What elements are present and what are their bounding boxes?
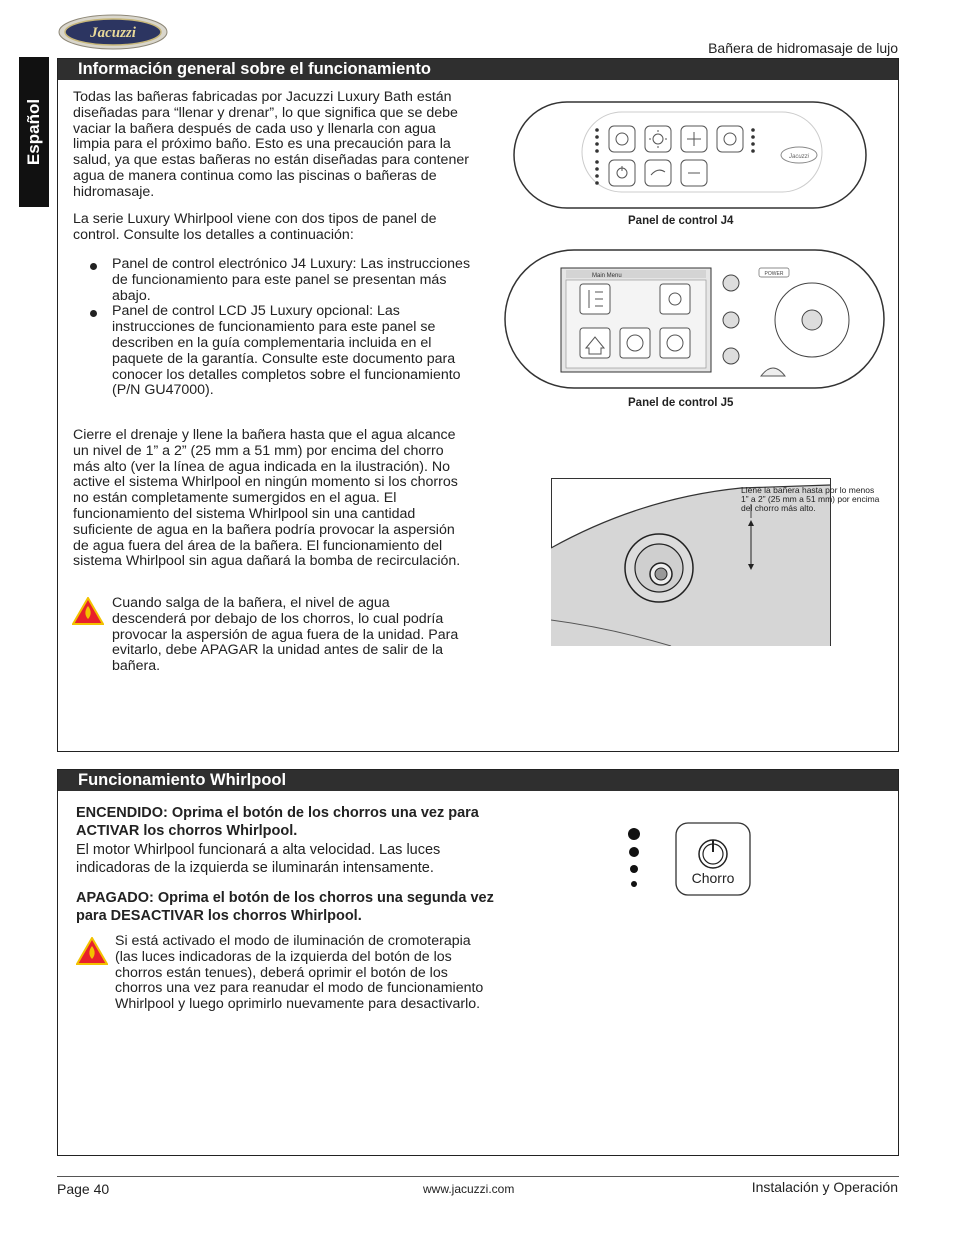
page-number: Page 40 [57,1181,110,1197]
intro-paragraph: Todas las bañeras fabricadas por Jacuzzi Luxury Bath están diseñadas para “llenar y drenar”, lo que significa que se debe vaciar la bañera después de cada uso y llenarla con agua limpia para el próximo baño. Esto es una precaución para la salud, ya que estas bañeras no están diseñadas para contener agua de manera continua como las piscinas o bañeras de hidromasaje. [73,89,469,200]
language-tab: Español [19,57,49,207]
j4-control-panel [512,100,868,210]
chromotherapy-warning-text: Si está activado el modo de iluminación de cromoterapia (las luces indicadoras de la izquierda del botón de los chorros están tenues), deberá oprimir el botón de los chorros una vez para reanudar el modo de funcionamiento Whirlpool y luego oprimirlo nuevamente para desactivarlo. [115,933,484,1013]
footer-url: www.jacuzzi.com [423,1182,515,1196]
caption-j4: Panel de control J4 [628,215,734,227]
section-title: Información general sobre el funcionamiento [58,59,898,80]
panel-list [78,257,478,399]
document-subtitle: Bañera de hidromasaje de lujo [708,40,898,56]
footer-title: Instalación y Operación [751,1179,898,1195]
footer-divider [57,1176,899,1177]
svg-text:Jacuzzi: Jacuzzi [90,25,136,41]
on-description: El motor Whirlpool funcionará a alta velocidad. Las luces indicadoras de la izquierda se iluminarán intensamente. [76,842,441,876]
warning-icon [72,597,104,625]
j5-control-panel [503,248,886,390]
fill-instructions-paragraph: Cierre el drenaje y llene la bañera hasta que el agua alcance un nivel de 1” a 2” (25 mm a 51 mm) por encima del chorro más alto (ver la línea de agua indicada en la ilustración). No active el sistema Whirlpool en ningún momento si los chorros no están completamente sumergidos en el agua. El funcionamiento del sistema Whirlpool sin una cantidad suficiente de agua en la bañera podría provocar la aspersión de agua fuera del área de la bañera. El funcionamiento del sistema Whirlpool sin agua dañará la bomba de recirculación. [73,427,461,570]
jacuzzi-logo [58,14,168,50]
warning-icon [76,937,108,965]
list-item: Panel de control LCD J5 Luxury opcional: Las instrucciones de funcionamiento para este panel se describen en la guía complementaria incluida en el paquete de la garantía. Consulte este documento para conocer los detalles completos sobre el funcionamiento (P/N GU47000). [78,304,478,399]
panel-types-paragraph: La serie Luxury Whirlpool viene con dos tipos de panel de control. Consulte los detalles a continuación: [73,211,437,243]
exit-warning-text: Cuando salga de la bañera, el nivel de agua descenderá por debajo de los chorros, lo cual podría provocar la aspersión de agua fuera de la unidad. Para evitarlo, debe APAGAR la unidad antes de salir de la bañera. [112,595,459,675]
svg-text:Jacuzzi: Jacuzzi [788,154,810,160]
caption-j5: Panel de control J5 [628,397,734,409]
svg-text:Main Menu: Main Menu [592,273,622,279]
jet-button-label: Chorro [691,870,735,886]
off-instruction: APAGADO: Oprima el botón de los chorros una segunda vez para DESACTIVAR los chorros Whirlpool. [76,890,494,924]
jet-button-illustration [624,822,754,898]
list-item: Panel de control electrónico J4 Luxury: Las instrucciones de funcionamiento para este panel se presentan más abajo. [78,257,478,304]
on-instruction: ENCENDIDO: Oprima el botón de los chorros una vez para ACTIVAR los chorros Whirlpool. [76,805,479,839]
svg-text:POWER: POWER [764,271,784,277]
water-level-note: Llene la bañera hasta por lo menos 1” a 2” (25 mm a 51 mm) por encima del chorro más alto. [741,485,880,513]
section-title: Funcionamiento Whirlpool [58,770,898,791]
